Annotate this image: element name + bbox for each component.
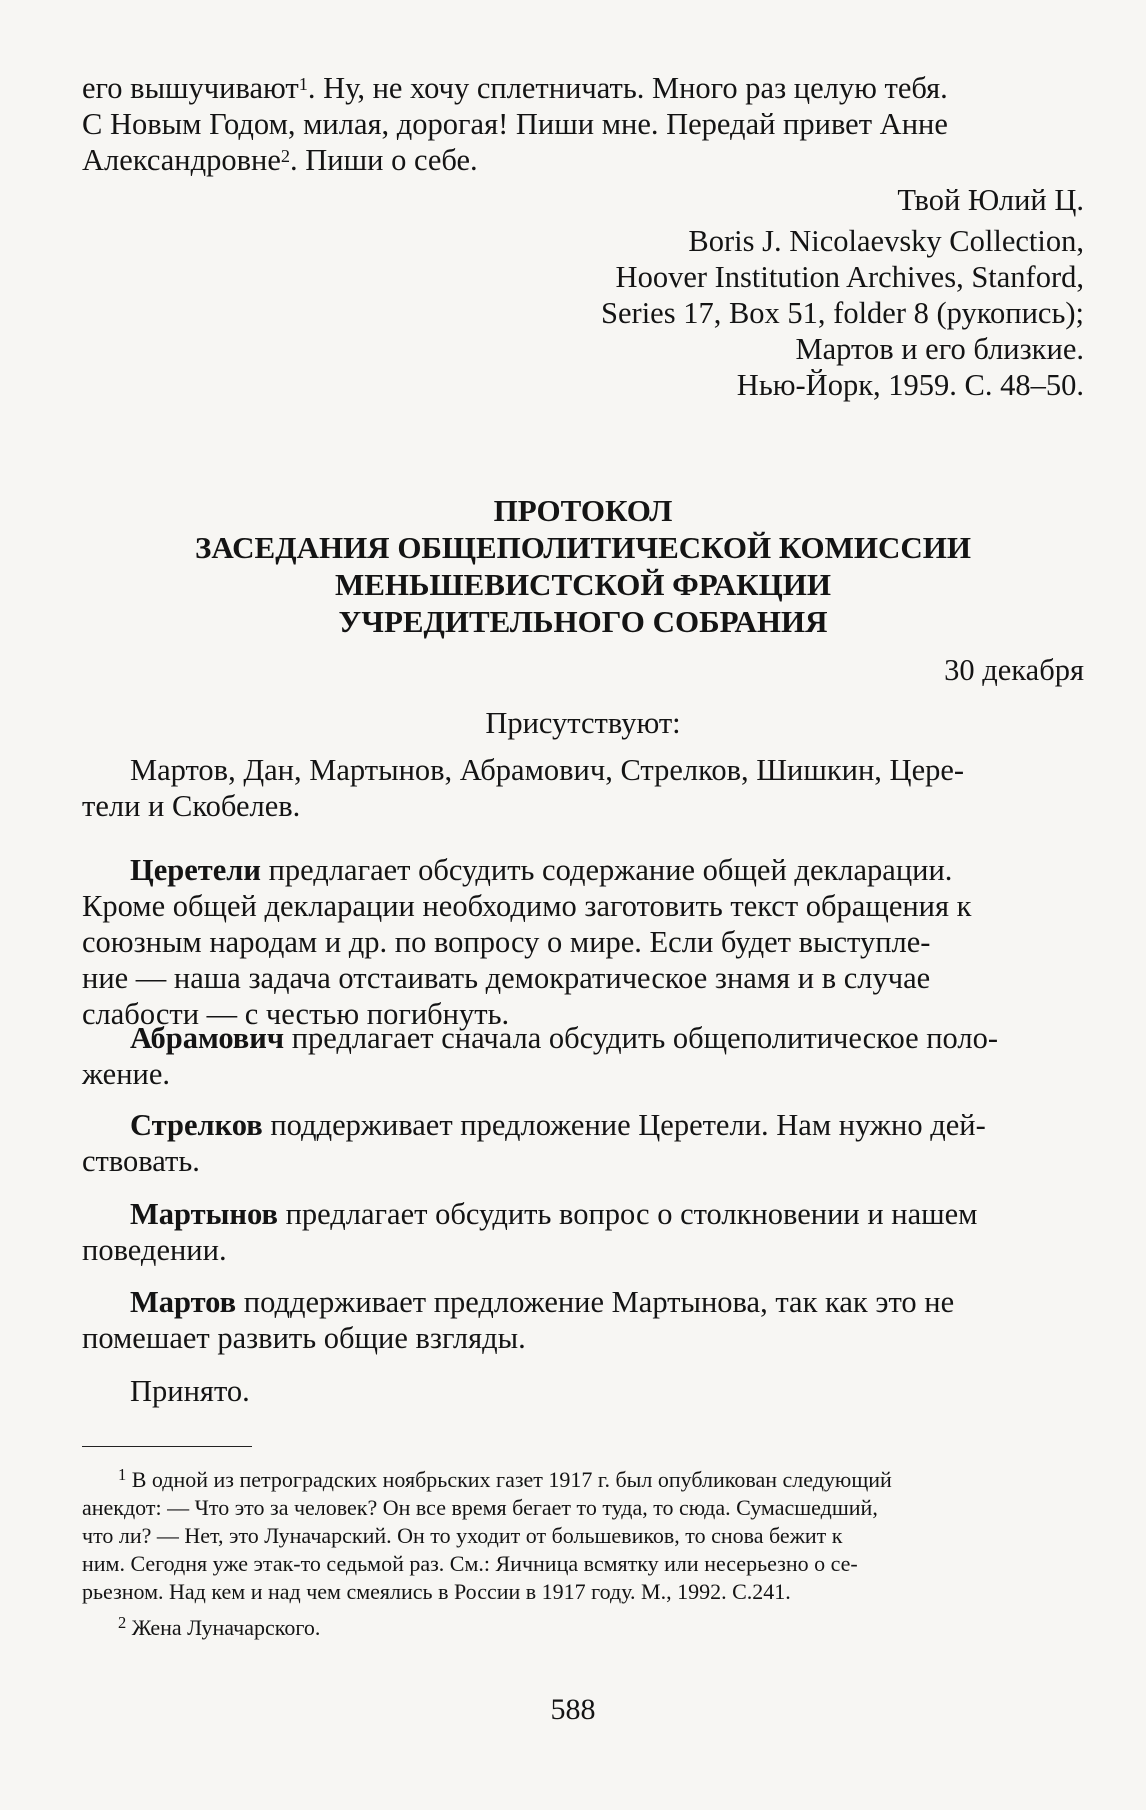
footnote-divider	[82, 1446, 252, 1447]
present-list-line: тели и Скобелев.	[82, 789, 301, 823]
source-line: Boris J. Nicolaevsky Collection,	[688, 224, 1084, 258]
paragraph-first-line: Стрелков поддерживает предложение Церетели. Нам нужно дей-	[130, 1108, 986, 1142]
speaker-name: Мартынов	[130, 1197, 278, 1231]
paragraph-first-line: Мартов поддерживает предложение Мартынова, так как это не	[130, 1285, 955, 1319]
present-list	[82, 752, 1084, 824]
footnote-line: что ли? — Нет, это Луначарский. Он то уходит от большевиков, то снова бежит к	[82, 1523, 843, 1548]
title-line: УЧРЕДИТЕЛЬНОГО СОБРАНИЯ	[338, 604, 828, 639]
title-line: ЗАСЕДАНИЯ ОБЩЕПОЛИТИЧЕСКОЙ КОМИССИИ	[194, 530, 972, 565]
footnote-1	[82, 1466, 1084, 1606]
letter-ending	[82, 70, 1084, 178]
paragraph-line: слабости — с честью погибнуть.	[82, 997, 510, 1031]
footnote-first-line: $^2$ Жена Луначарского.	[118, 1612, 321, 1640]
footnote-ref-1[interactable]: 1	[298, 73, 308, 94]
paragraph-first-line: Мартынов предлагает обсудить вопрос о столкновении и нашем	[130, 1197, 978, 1231]
footnote-line: анекдот: — Что это за человек? Он все время бегает то туда, то сюда. Сумасшедший,	[82, 1495, 878, 1520]
title-line: ПРОТОКОЛ	[493, 493, 673, 528]
paragraph-martynov	[82, 1196, 1084, 1268]
paragraph-line: поведении.	[82, 1233, 227, 1267]
paragraph-line: жение.	[82, 1057, 171, 1091]
speaker-name: Стрелков	[130, 1108, 263, 1142]
document-title	[82, 492, 1084, 640]
speaker-name: Мартов	[130, 1285, 237, 1319]
footnote-2	[82, 1614, 1084, 1642]
paragraph-line: ние — наша задача отстаивать демократическое знамя и в случае	[82, 961, 931, 995]
page-number: 588	[550, 1693, 596, 1726]
footnote-first-line: $^1$ В одной из петроградских ноябрьских газет 1917 г. был опубликован следующий	[118, 1464, 892, 1492]
paragraph-martov	[82, 1284, 1084, 1356]
letter-line-2: С Новым Годом, милая, дорогая! Пиши мне. Передай привет Анне	[82, 107, 948, 141]
letter-line-1: его вышучивают$^1$. Ну, не хочу сплетничать. Много раз целую тебя.	[82, 71, 948, 105]
paragraph-line: союзным народам и др. по вопросу о мире. Если будет выступле-	[82, 925, 931, 959]
source-citation	[82, 223, 1084, 403]
paragraph-first-line: Абрамович предлагает сначала обсудить общеполитическое поло-	[130, 1021, 999, 1055]
present-label: Присутствуют:	[485, 706, 681, 740]
paragraph-line: помешает развить общие взгляды.	[82, 1321, 526, 1355]
letter-line-3: Александровне$^2$. Пиши о себе.	[82, 143, 478, 177]
footnote-line: ним. Сегодня уже этак-то седьмой раз. См.: Яичница всмятку или несерьезно о се-	[82, 1551, 858, 1576]
paragraph-tsereteli	[82, 852, 1084, 1032]
footnote-ref-2[interactable]: 2	[280, 145, 291, 166]
present-list-line: Мартов, Дан, Мартынов, Абрамович, Стрелков, Шишкин, Цере-	[130, 753, 965, 787]
paragraph-line: ствовать.	[82, 1144, 200, 1178]
footnote-line: рьезном. Над кем и над чем смеялись в России в 1917 году. М., 1992. С.241.	[82, 1579, 791, 1604]
footnote-number: 2	[118, 1612, 127, 1632]
meeting-date: 30 декабря	[944, 653, 1084, 687]
signature: Твой Юлий Ц.	[897, 183, 1084, 217]
footnote-number: 1	[118, 1464, 127, 1484]
source-line: Нью-Йорк, 1959. С. 48–50.	[736, 368, 1084, 402]
title-line: МЕНЬШЕВИСТСКОЙ ФРАКЦИИ	[335, 567, 831, 602]
source-line: Series 17, Box 51, folder 8 (рукопись);	[601, 296, 1084, 330]
speaker-name: Абрамович	[130, 1021, 285, 1055]
source-line: Hoover Institution Archives, Stanford,	[615, 260, 1084, 294]
speaker-name: Церетели	[130, 853, 261, 887]
paragraph-first-line: Церетели предлагает обсудить содержание общей декларации.	[130, 853, 953, 887]
paragraph-line: Кроме общей декларации необходимо заготовить текст обращения к	[82, 889, 972, 923]
accepted-note: Принято.	[130, 1374, 250, 1408]
paragraph-strelkov	[82, 1107, 1084, 1179]
source-line: Мартов и его близкие.	[795, 332, 1084, 366]
paragraph-abramovich	[82, 1020, 1084, 1092]
